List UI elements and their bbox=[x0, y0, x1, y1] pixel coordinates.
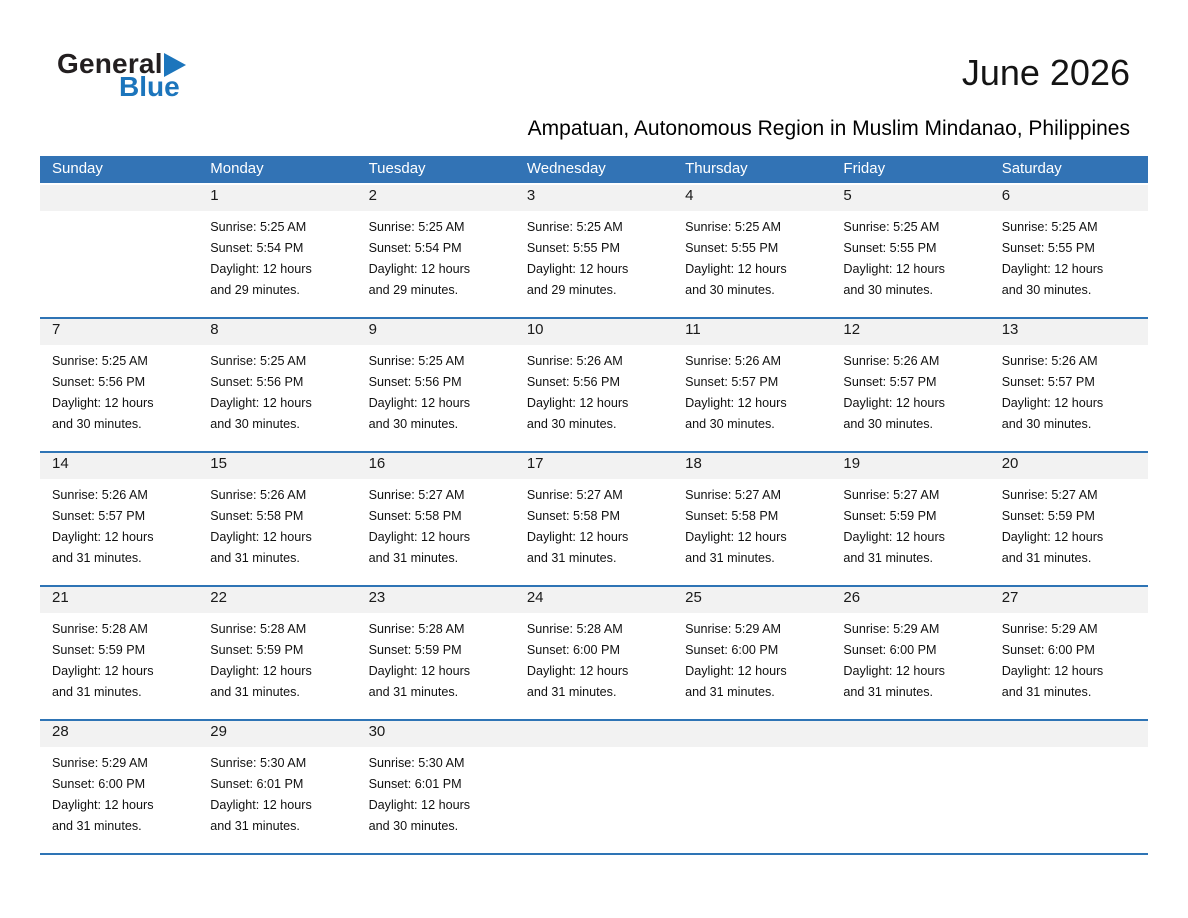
daylight-line1: Daylight: 12 hours bbox=[210, 663, 312, 678]
sunrise-line: Sunrise: 5:28 AM bbox=[368, 622, 465, 636]
sunrise-line: Sunrise: 5:25 AM bbox=[210, 354, 307, 368]
general-blue-logo bbox=[57, 50, 186, 101]
weekday-header-thursday: Thursday bbox=[685, 160, 748, 177]
sunset-line: Sunset: 5:55 PM bbox=[685, 240, 779, 255]
daylight-line2: and 31 minutes. bbox=[1001, 684, 1092, 699]
day-detail-cell bbox=[673, 479, 831, 585]
sunset-line: Sunset: 6:01 PM bbox=[368, 776, 462, 791]
sunrise-line: Sunrise: 5:27 AM bbox=[843, 488, 940, 502]
daylight-line2: and 31 minutes. bbox=[843, 684, 934, 699]
daylight-line1: Daylight: 12 hours bbox=[210, 395, 312, 410]
sunset-line: Sunset: 5:57 PM bbox=[843, 374, 937, 389]
daylight-line1: Daylight: 12 hours bbox=[685, 261, 787, 276]
day-number-cell: 7 bbox=[52, 321, 61, 338]
logo-text-general: General bbox=[57, 48, 163, 79]
day-detail-cell bbox=[357, 345, 515, 451]
daylight-line1: Daylight: 12 hours bbox=[210, 261, 312, 276]
daylight-line2: and 31 minutes. bbox=[368, 684, 459, 699]
daylight-line2: and 30 minutes. bbox=[1001, 282, 1092, 297]
day-number-cell: 17 bbox=[526, 455, 544, 472]
daylight-line1: Daylight: 12 hours bbox=[526, 529, 629, 544]
sunrise-line: Sunrise: 5:26 AM bbox=[843, 354, 940, 368]
day-number-cell: 6 bbox=[1001, 187, 1011, 204]
day-number-strip bbox=[40, 587, 1148, 613]
day-number-cell: 11 bbox=[685, 321, 701, 338]
daylight-line2: and 30 minutes. bbox=[1001, 416, 1092, 431]
daylight-line1: Daylight: 12 hours bbox=[368, 395, 471, 410]
sunset-line: Sunset: 5:55 PM bbox=[526, 240, 620, 255]
sunset-line: Sunset: 5:57 PM bbox=[1001, 374, 1095, 389]
weekday-header-row bbox=[40, 156, 1148, 183]
day-number-strip bbox=[40, 319, 1148, 345]
sunrise-line: Sunrise: 5:27 AM bbox=[368, 488, 465, 502]
daylight-line1: Daylight: 12 hours bbox=[368, 261, 471, 276]
day-number-cell: 23 bbox=[368, 589, 386, 606]
day-detail-cell bbox=[40, 345, 198, 451]
day-detail-cell bbox=[515, 479, 673, 585]
day-detail-cell bbox=[673, 345, 831, 451]
daylight-line2: and 30 minutes. bbox=[843, 282, 934, 297]
day-detail-cell bbox=[990, 747, 1148, 853]
sunrise-line: Sunrise: 5:28 AM bbox=[210, 622, 307, 636]
sunset-line: Sunset: 5:58 PM bbox=[368, 508, 462, 523]
daylight-line2: and 31 minutes. bbox=[685, 550, 775, 565]
sunset-line: Sunset: 5:58 PM bbox=[210, 508, 304, 523]
day-detail-cell bbox=[40, 747, 198, 853]
calendar-weeks bbox=[40, 185, 1148, 853]
daylight-line1: Daylight: 12 hours bbox=[526, 663, 629, 678]
day-detail-cell bbox=[40, 479, 198, 585]
day-details-strip bbox=[40, 211, 1148, 317]
daylight-line1: Daylight: 12 hours bbox=[210, 529, 312, 544]
day-number-cell: 26 bbox=[843, 589, 861, 606]
sunset-line: Sunset: 5:54 PM bbox=[368, 240, 462, 255]
day-number-cell: 10 bbox=[526, 321, 544, 338]
day-number-cell: 21 bbox=[52, 589, 69, 606]
daylight-line2: and 30 minutes. bbox=[368, 416, 459, 431]
day-detail-cell bbox=[515, 747, 673, 853]
sunrise-line: Sunrise: 5:28 AM bbox=[526, 622, 623, 636]
daylight-line1: Daylight: 12 hours bbox=[843, 395, 945, 410]
sunset-line: Sunset: 5:56 PM bbox=[52, 374, 146, 389]
day-detail-cell bbox=[990, 613, 1148, 719]
weekday-header-saturday: Saturday bbox=[1001, 160, 1062, 177]
sunset-line: Sunset: 5:59 PM bbox=[843, 508, 937, 523]
daylight-line2: and 31 minutes. bbox=[52, 550, 142, 565]
day-number-cell bbox=[831, 721, 989, 747]
sunset-line: Sunset: 5:56 PM bbox=[210, 374, 304, 389]
day-number-cell: 18 bbox=[685, 455, 702, 472]
sunrise-line: Sunrise: 5:25 AM bbox=[1001, 220, 1098, 234]
daylight-line2: and 31 minutes. bbox=[526, 550, 617, 565]
sunrise-line: Sunrise: 5:26 AM bbox=[52, 488, 148, 502]
day-detail-cell bbox=[831, 613, 989, 719]
sunset-line: Sunset: 6:00 PM bbox=[685, 642, 779, 657]
daylight-line1: Daylight: 12 hours bbox=[368, 797, 471, 812]
day-detail-cell bbox=[357, 211, 515, 317]
sunset-line: Sunset: 5:55 PM bbox=[843, 240, 937, 255]
day-number-cell: 13 bbox=[1001, 321, 1019, 338]
daylight-line1: Daylight: 12 hours bbox=[52, 529, 154, 544]
sunset-line: Sunset: 5:56 PM bbox=[368, 374, 462, 389]
day-detail-cell bbox=[673, 613, 831, 719]
sunrise-line: Sunrise: 5:26 AM bbox=[210, 488, 307, 502]
sunrise-line: Sunrise: 5:25 AM bbox=[843, 220, 940, 234]
sunrise-line: Sunrise: 5:25 AM bbox=[526, 220, 623, 234]
daylight-line1: Daylight: 12 hours bbox=[52, 663, 154, 678]
day-number-cell: 20 bbox=[1001, 455, 1019, 472]
week-row bbox=[40, 185, 1148, 317]
day-number-cell: 24 bbox=[526, 589, 544, 606]
daylight-line1: Daylight: 12 hours bbox=[1001, 663, 1104, 678]
daylight-line1: Daylight: 12 hours bbox=[843, 261, 945, 276]
sunrise-line: Sunrise: 5:25 AM bbox=[368, 220, 465, 234]
day-number-cell: 16 bbox=[368, 455, 386, 472]
day-number-cell: 12 bbox=[843, 321, 861, 338]
day-detail-cell bbox=[831, 345, 989, 451]
sunset-line: Sunset: 5:59 PM bbox=[1001, 508, 1095, 523]
sunset-line: Sunset: 5:55 PM bbox=[1001, 240, 1095, 255]
day-number-cell bbox=[40, 185, 198, 211]
sunset-line: Sunset: 5:56 PM bbox=[526, 374, 620, 389]
day-number-cell: 28 bbox=[52, 723, 69, 740]
day-details-strip bbox=[40, 345, 1148, 451]
sunset-line: Sunset: 5:54 PM bbox=[210, 240, 304, 255]
sunset-line: Sunset: 5:59 PM bbox=[52, 642, 146, 657]
sunrise-line: Sunrise: 5:27 AM bbox=[685, 488, 782, 502]
day-number-strip bbox=[40, 453, 1148, 479]
day-detail-cell bbox=[990, 345, 1148, 451]
sunrise-line: Sunrise: 5:28 AM bbox=[52, 622, 148, 636]
sunset-line: Sunset: 6:00 PM bbox=[526, 642, 620, 657]
sunset-line: Sunset: 5:58 PM bbox=[685, 508, 779, 523]
daylight-line1: Daylight: 12 hours bbox=[843, 529, 945, 544]
daylight-line1: Daylight: 12 hours bbox=[368, 529, 471, 544]
daylight-line2: and 31 minutes. bbox=[368, 550, 459, 565]
sunset-line: Sunset: 6:01 PM bbox=[210, 776, 304, 791]
daylight-line2: and 31 minutes. bbox=[526, 684, 617, 699]
daylight-line1: Daylight: 12 hours bbox=[526, 261, 629, 276]
week-row bbox=[40, 451, 1148, 585]
weekday-header-wednesday: Wednesday bbox=[526, 160, 606, 177]
sunrise-line: Sunrise: 5:30 AM bbox=[368, 756, 465, 770]
day-number-cell: 15 bbox=[210, 455, 227, 472]
daylight-line2: and 31 minutes. bbox=[210, 550, 300, 565]
day-number-cell: 1 bbox=[210, 187, 219, 204]
sunset-line: Sunset: 5:59 PM bbox=[368, 642, 462, 657]
day-detail-cell bbox=[198, 747, 356, 853]
daylight-line2: and 29 minutes. bbox=[368, 282, 459, 297]
daylight-line1: Daylight: 12 hours bbox=[210, 797, 312, 812]
weekday-header-sunday: Sunday bbox=[52, 160, 103, 177]
sunrise-line: Sunrise: 5:29 AM bbox=[52, 756, 148, 770]
day-detail-cell bbox=[515, 613, 673, 719]
location-subtitle: Ampatuan, Autonomous Region in Muslim Mindanao, Philippines bbox=[527, 117, 1130, 140]
day-detail-cell bbox=[198, 479, 356, 585]
day-detail-cell bbox=[198, 345, 356, 451]
daylight-line2: and 31 minutes. bbox=[210, 684, 300, 699]
logo-text-blue: Blue bbox=[119, 71, 180, 102]
daylight-line2: and 29 minutes. bbox=[526, 282, 617, 297]
day-detail-cell bbox=[198, 211, 356, 317]
day-number-cell bbox=[673, 721, 831, 747]
sunrise-line: Sunrise: 5:26 AM bbox=[1001, 354, 1098, 368]
sunrise-line: Sunrise: 5:26 AM bbox=[685, 354, 782, 368]
daylight-line2: and 31 minutes. bbox=[52, 684, 142, 699]
day-number-cell: 14 bbox=[52, 455, 69, 472]
sunrise-line: Sunrise: 5:25 AM bbox=[210, 220, 307, 234]
daylight-line2: and 31 minutes. bbox=[210, 818, 300, 833]
daylight-line2: and 30 minutes. bbox=[210, 416, 300, 431]
day-details-strip bbox=[40, 479, 1148, 585]
daylight-line2: and 31 minutes. bbox=[685, 684, 775, 699]
daylight-line1: Daylight: 12 hours bbox=[1001, 529, 1104, 544]
daylight-line1: Daylight: 12 hours bbox=[52, 797, 154, 812]
week-row bbox=[40, 317, 1148, 451]
daylight-line1: Daylight: 12 hours bbox=[685, 663, 787, 678]
day-number-cell: 19 bbox=[843, 455, 861, 472]
day-detail-cell bbox=[831, 479, 989, 585]
month-title: June 2026 bbox=[961, 52, 1130, 93]
daylight-line1: Daylight: 12 hours bbox=[843, 663, 945, 678]
day-number-cell: 9 bbox=[368, 321, 377, 338]
weekday-header-friday: Friday bbox=[843, 160, 886, 177]
sunrise-line: Sunrise: 5:25 AM bbox=[685, 220, 782, 234]
page-header bbox=[0, 0, 1188, 101]
day-detail-cell bbox=[40, 613, 198, 719]
sunset-line: Sunset: 5:57 PM bbox=[685, 374, 779, 389]
daylight-line2: and 31 minutes. bbox=[843, 550, 934, 565]
day-detail-cell bbox=[357, 479, 515, 585]
day-number-cell: 5 bbox=[843, 187, 852, 204]
daylight-line1: Daylight: 12 hours bbox=[526, 395, 629, 410]
day-number-cell: 22 bbox=[210, 589, 227, 606]
day-detail-cell bbox=[198, 613, 356, 719]
day-detail-cell bbox=[357, 747, 515, 853]
day-number-cell: 25 bbox=[685, 589, 702, 606]
day-detail-cell bbox=[990, 211, 1148, 317]
day-number-cell bbox=[990, 721, 1148, 747]
day-detail-cell bbox=[515, 211, 673, 317]
day-detail-cell bbox=[990, 479, 1148, 585]
week-row bbox=[40, 585, 1148, 719]
daylight-line1: Daylight: 12 hours bbox=[1001, 261, 1104, 276]
daylight-line2: and 30 minutes. bbox=[52, 416, 142, 431]
sunset-line: Sunset: 5:58 PM bbox=[526, 508, 620, 523]
day-details-strip bbox=[40, 747, 1148, 853]
day-details-strip bbox=[40, 613, 1148, 719]
calendar-table bbox=[40, 156, 1148, 855]
sunrise-line: Sunrise: 5:25 AM bbox=[52, 354, 148, 368]
daylight-line2: and 30 minutes. bbox=[843, 416, 934, 431]
daylight-line2: and 30 minutes. bbox=[685, 282, 775, 297]
weekday-header-monday: Monday bbox=[210, 160, 264, 177]
daylight-line2: and 31 minutes. bbox=[1001, 550, 1092, 565]
day-detail-cell bbox=[40, 211, 198, 317]
sunrise-line: Sunrise: 5:29 AM bbox=[1001, 622, 1098, 636]
day-detail-cell bbox=[357, 613, 515, 719]
day-detail-cell bbox=[831, 747, 989, 853]
daylight-line2: and 30 minutes. bbox=[526, 416, 617, 431]
day-number-strip bbox=[40, 721, 1148, 747]
daylight-line1: Daylight: 12 hours bbox=[368, 663, 471, 678]
daylight-line1: Daylight: 12 hours bbox=[1001, 395, 1104, 410]
sunrise-line: Sunrise: 5:30 AM bbox=[210, 756, 307, 770]
day-number-cell: 27 bbox=[1001, 589, 1019, 606]
daylight-line2: and 30 minutes. bbox=[368, 818, 459, 833]
day-detail-cell bbox=[673, 211, 831, 317]
daylight-line1: Daylight: 12 hours bbox=[685, 529, 787, 544]
day-number-cell: 8 bbox=[210, 321, 219, 338]
day-number-cell: 2 bbox=[368, 187, 377, 204]
sunrise-line: Sunrise: 5:29 AM bbox=[843, 622, 940, 636]
daylight-line2: and 30 minutes. bbox=[685, 416, 775, 431]
sunset-line: Sunset: 5:57 PM bbox=[52, 508, 146, 523]
daylight-line2: and 29 minutes. bbox=[210, 282, 300, 297]
day-number-cell: 3 bbox=[526, 187, 536, 204]
day-detail-cell bbox=[831, 211, 989, 317]
sunrise-line: Sunrise: 5:25 AM bbox=[368, 354, 465, 368]
sunset-line: Sunset: 6:00 PM bbox=[1001, 642, 1095, 657]
daylight-line2: and 31 minutes. bbox=[52, 818, 142, 833]
day-detail-cell bbox=[515, 345, 673, 451]
weekday-header-tuesday: Tuesday bbox=[368, 160, 426, 177]
day-number-strip bbox=[40, 185, 1148, 211]
day-detail-cell bbox=[673, 747, 831, 853]
day-number-cell: 4 bbox=[685, 187, 694, 204]
day-number-cell bbox=[515, 721, 673, 747]
sunrise-line: Sunrise: 5:27 AM bbox=[526, 488, 623, 502]
sunrise-line: Sunrise: 5:26 AM bbox=[526, 354, 623, 368]
day-number-cell: 29 bbox=[210, 723, 227, 740]
sunset-line: Sunset: 5:59 PM bbox=[210, 642, 304, 657]
sunset-line: Sunset: 6:00 PM bbox=[843, 642, 937, 657]
daylight-line1: Daylight: 12 hours bbox=[52, 395, 154, 410]
sunrise-line: Sunrise: 5:29 AM bbox=[685, 622, 782, 636]
daylight-line1: Daylight: 12 hours bbox=[685, 395, 787, 410]
day-number-cell: 30 bbox=[368, 723, 386, 740]
week-row bbox=[40, 719, 1148, 853]
sunrise-line: Sunrise: 5:27 AM bbox=[1001, 488, 1098, 502]
sunset-line: Sunset: 6:00 PM bbox=[52, 776, 146, 791]
